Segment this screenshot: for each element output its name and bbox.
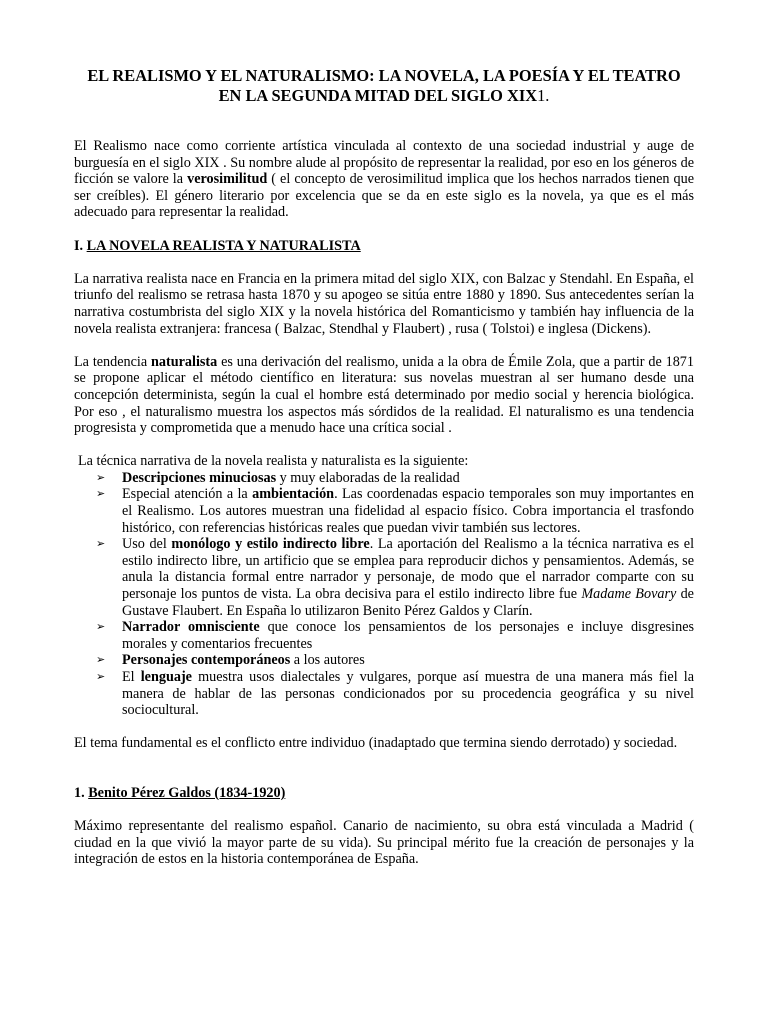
paragraph-naturalista [74,354,694,437]
item-text-post: . Las coordenadas espacio temporales son muy importantes en el Realismo. Los autores muestran una fidelidad al espacio físico. Cobra importancia el trasfondo histórico, con referencias históricas reales que puedan vivir también sus lectores. [122,486,694,536]
list-item [74,536,694,619]
item-text-post: y muy elaboradas de la realidad [276,469,460,486]
naturalista-text-1: La tendencia [74,353,152,370]
item-bold: monólogo y estilo indirecto libre [171,536,370,553]
section-number: 1. [74,784,89,801]
item-text-post: . La aportación del Realismo a la técnica narrativa es el estilo indirecto libre, un artificio que se emplea para reproducir dichos y pensamientos. Además, se anula la distancia formal entre narrador y personaje, de modo que el narrador comparte con su personaje los puntos de vista. La obra decisiva para el estilo indirecto libre fue [122,536,695,603]
arrow-bullet-icon: ➢ [96,620,106,634]
list-item [74,486,694,536]
section-heading-novela [74,238,694,255]
title-text: EL REALISMO Y EL NATURALISMO: LA NOVELA, LA POESÍA Y EL TEATRO EN LA SEGUNDA MITAD DEL SIGLO XIX [87,66,681,105]
item-italic-title: Madame Bovary [581,586,677,603]
list-item [74,619,694,652]
list-item [74,652,694,669]
paragraph-realista: La narrativa realista nace en Francia en la primera mitad del siglo XIX, con Balzac y Stendahl. En España, el triunfo del realismo se retrasa hasta 1870 y su apogeo se sitúa entre 1880 y 1890. Sus antecedentes serían la narrativa costumbrista del siglo XIX y la novela histórica del Romanticismo y también hay influencia de la novela realista extranjera: francesa ( Balzac, Stendhal y Flaubert) , rusa ( Tolstoi) e inglesa (Dickens). [74,270,694,337]
naturalista-bold-term: naturalista [151,353,218,370]
list-item [74,669,694,719]
item-bold: ambientación [252,486,335,503]
paragraph-galdos: Máximo representante del realismo español. Canario de nacimiento, su obra está vinculada a Madrid ( ciudad en la que vivió la mayor parte de su vida). Su principal mérito fue la creación de personajes y la integración de estos en la historia contemporánea de España. [74,818,694,868]
arrow-bullet-icon: ➢ [96,470,106,484]
item-text-post: a los autores [290,652,365,669]
naturalista-text-2: es una derivación del realismo, unida a la obra de Émile Zola, que a partir de 1871 se propone aplicar el método científico en literatura: sus novelas muestran al ser humano desde una concepción determinista, según la cual el hombre está determinado por medio social y herencia biológica. Por eso , el naturalismo muestra los aspectos más sórdidos de la realidad. El naturalismo es una tendencia progresista y comprometida que a menudo hace una crítica social . [74,353,694,437]
item-text-pre: El [122,669,141,685]
arrow-bullet-icon: ➢ [96,670,106,683]
arrow-bullet-icon: ➢ [96,653,106,667]
intro-text-2: ( el concepto de verosimilitud implica que los hechos narrados tienen que ser creíbles). El género literario por excelencia que se da en este siglo es la novela, ya que es el más adecuado para representar la realidad. [74,171,694,221]
arrow-bullet-icon: ➢ [96,487,106,501]
item-text-post: que conoce los pensamientos de los personajes e incluye disgresines morales y comentarios frecuentes [122,619,695,652]
section-number: I. [74,237,87,254]
title-footnote-mark: 1. [537,86,550,105]
intro-paragraph [74,138,694,221]
section-title: LA NOVELA REALISTA Y NATURALISTA [86,237,361,254]
arrow-bullet-icon: ➢ [96,537,106,551]
item-text-pre: Uso del [122,536,172,553]
intro-bold-term: verosimilitud [187,171,268,188]
section-heading-galdos [74,785,694,802]
section-title: Benito Pérez Galdos (1834-1920) [88,784,286,801]
item-text-post2: de Gustave Flaubert. En España lo utilizaron Benito Pérez Galdos y Clarín. [122,586,694,619]
list-item [74,470,694,487]
paragraph-tema: El tema fundamental es el conflicto entre individuo (inadaptado que termina siendo derrotado) y sociedad. [74,735,678,752]
item-text-pre: Especial atención a la [122,486,253,503]
item-text-post: muestra usos dialectales y vulgares, porque así muestra de una manera más fiel la manera de hablar de las personas condicionados por su procedencia geográfica y su nivel sociocultural. [122,669,694,719]
item-bold: Narrador omnisciente [122,619,260,636]
tecnica-intro: La técnica narrativa de la novela realista y naturalista es la siguiente: [78,453,469,470]
item-bold: Descripciones minuciosas [122,469,277,486]
item-bold: Personajes contemporáneos [122,652,291,669]
tecnica-list [74,470,694,719]
item-bold: lenguaje [140,669,192,685]
intro-text-1: El Realismo nace como corriente artística vinculada al contexto de una sociedad industrial y auge de burguesía en el siglo XIX . Su nombre alude al propósito de representar la realidad, por eso en los géneros de ficción se valore la [74,138,694,188]
document-title [82,66,686,106]
